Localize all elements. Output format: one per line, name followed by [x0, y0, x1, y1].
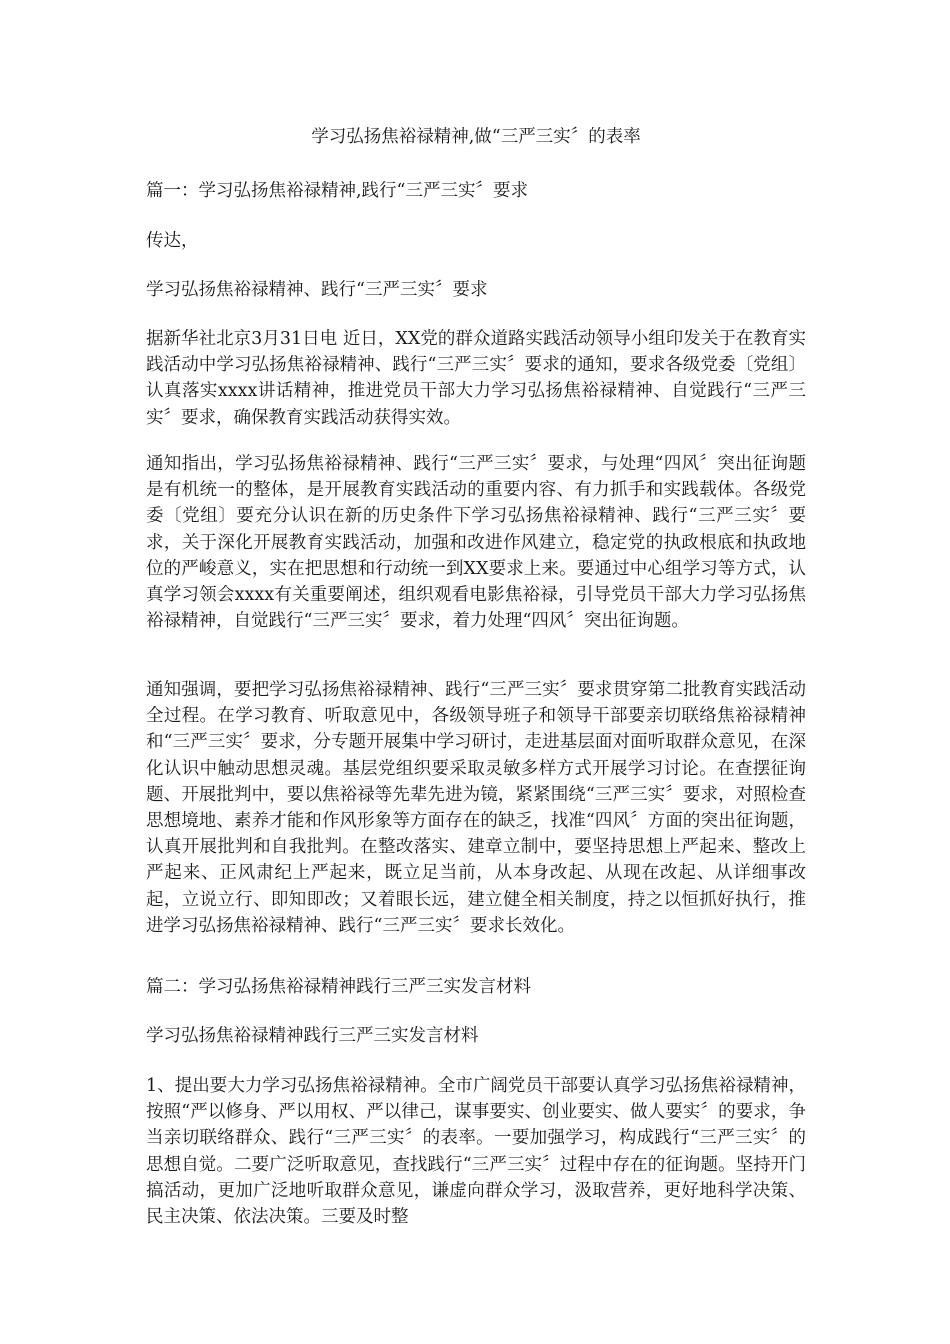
section2-heading: 篇二：学习弘扬焦裕禄精神践行三严三实发言材料	[146, 977, 531, 997]
subheading-1: 学习弘扬焦裕禄精神、践行“三严三实〞要求	[146, 280, 488, 300]
document-title: 学习弘扬焦裕禄精神,做“三严三实〞的表率	[311, 127, 641, 147]
paragraph-3: 通知强调，要把学习弘扬焦裕禄精神、践行“三严三实〞要求贯穿第二批教育实践活动全过程。在学习教育、听取意见中，各级领导班子和领导干部要亲切联络焦裕禄精神和“三严三实〞要求，分专题开展集中学习研讨，走进基层面对面听取群众意见，在深化认识中触动思想灵魂。基层党组织要采取灵敏多样方式开展学习讨论。在查摆征询题、开展批判中，要以焦裕禄等先辈先进为镜，紧紧围绕“三严三实〞要求，对照检查思想境地、素养才能和作风形象等方面存在的缺乏，找准“四风〞方面的突出征询题，认真开展批判和自我批判。在整改落实、建章立制中，要坚持思想上严起来、整改上严起来、正风肃纪上严起来，既立足当前，从本身改起、从现在改起、从详细事改起，立说立行、即知即改；又着眼长远，建立健全相关制度，持之以恒抓好执行，推进学习弘扬焦裕禄精神、践行“三严三实〞要求长效化。	[146, 680, 806, 936]
paragraph-2: 通知指出，学习弘扬焦裕禄精神、践行“三严三实〞要求，与处理“四风〞突出征询题是有机统一的整体，是开展教育实践活动的重要内容、有力抓手和实践载体。各级党委〔党组〕要充分认识在新的历史条件下学习弘扬焦裕禄精神、践行“三严三实〞要求，关于深化开展教育实践活动，加强和改进作风建立，稳定党的执政根底和执政地位的严峻意义，实在把思想和行动统一到XX要求上来。要通过中心组学习等方式，认真学习领会xxxx有关重要阐述，组织观看电影焦裕禄，引导党员干部大力学习弘扬焦裕禄精神，自觉践行“三严三实〞要求，着力处理“四风〞突出征询题。	[146, 454, 806, 632]
paragraph-4: 1、提出要大力学习弘扬焦裕禄精神。全市广阔党员干部要认真学习弘扬焦裕禄精神，按照“严以修身、严以用权、严以律己，谋事要实、创业要实、做人要实〞的要求，争当亲切联络群众、践行“三严三实〞的表率。一要加强学习，构成践行“三严三实〞的思想自觉。二要广泛听取意见，查找践行“三严三实〞过程中存在的征询题。坚持开门搞活动，更加广泛地听取群众意见，谦虚向群众学习，汲取营养，更好地科学决策、民主决策、依法决策。三要及时整	[146, 1076, 806, 1228]
subheading-2: 学习弘扬焦裕禄精神践行三严三实发言材料	[146, 1026, 479, 1046]
section1-heading: 篇一：学习弘扬焦裕禄精神,践行“三严三实〞要求	[146, 181, 529, 201]
relay-line: 传达，	[146, 231, 199, 251]
paragraph-1: 据新华社北京3月31日电 近日，XX党的群众道路实践活动领导小组印发关于在教育实践活动中学习弘扬焦裕禄精神、践行“三严三实〞要求的通知，要求各级党委〔党组〕认真落实xxxx讲话精神，推进党员干部大力学习弘扬焦裕禄精神、自觉践行“三严三实〞要求，确保教育实践活动获得实效。	[146, 329, 806, 428]
